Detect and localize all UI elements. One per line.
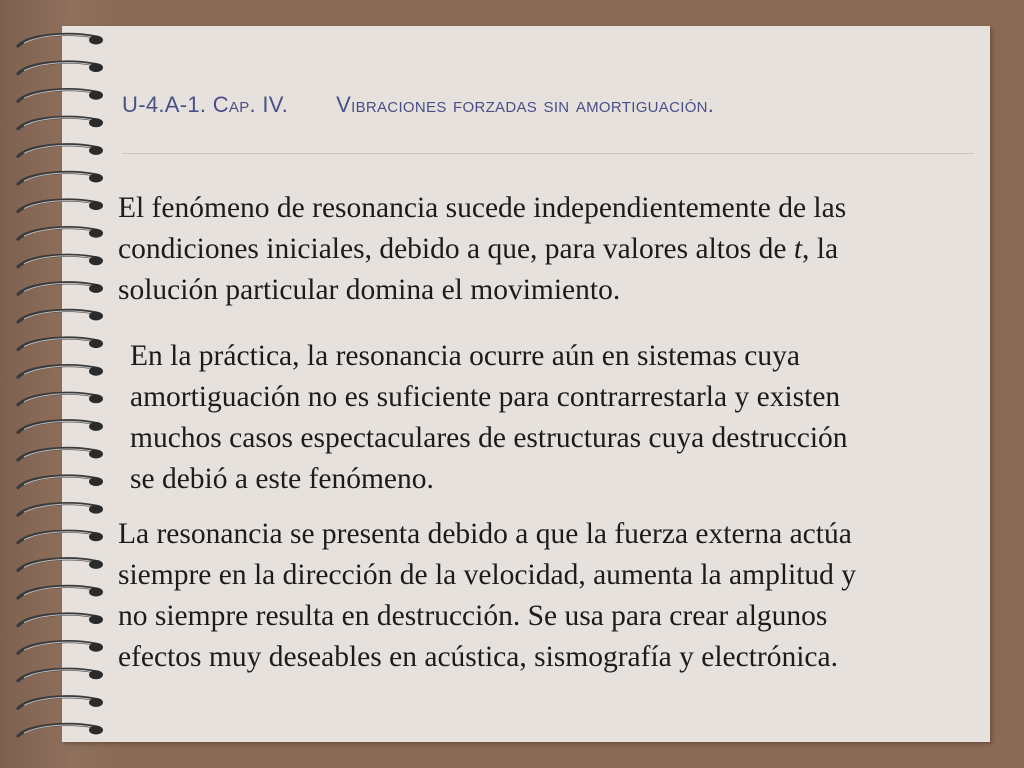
text-line: siempre en la dirección de la velocidad, aumenta la amplitud y: [118, 559, 857, 591]
binder-ring: [18, 559, 103, 571]
paragraph-resonance-practice: [130, 336, 980, 500]
paragraph-resonance-conditions: [118, 188, 978, 311]
section-code: U-4.A-1. Cap. IV.: [122, 92, 289, 117]
binder-ring: [18, 90, 103, 102]
variable-t: t: [793, 233, 803, 265]
binder-ring: [18, 338, 103, 350]
text-line: solución particular domina el movimiento.: [118, 274, 621, 306]
header-divider: [122, 153, 974, 154]
binder-ring: [18, 228, 103, 240]
paragraph-resonance-uses: [118, 514, 978, 678]
binder-ring: [18, 145, 103, 157]
binder-ring: [18, 366, 103, 378]
binder-ring: [18, 476, 103, 488]
binder-ring: [18, 200, 103, 212]
text-line: En la práctica, la resonancia ocurre aún en sistemas cuya: [130, 340, 800, 372]
text-fragment: condiciones iniciales, debido a que, para valores altos de: [118, 233, 794, 265]
text-line: muchos casos espectaculares de estructuras cuya destrucción: [130, 422, 848, 454]
binder-ring: [18, 448, 103, 460]
binder-ring: [18, 34, 103, 46]
spiral-binding: [0, 0, 120, 768]
text-line: [118, 229, 978, 270]
binder-ring: [18, 172, 103, 184]
text-line: El fenómeno de resonancia sucede independientemente de las: [118, 192, 847, 224]
binder-ring: [18, 310, 103, 322]
binder-ring: [18, 62, 103, 74]
binder-ring: [18, 669, 103, 681]
text-line: amortiguación no es suficiente para contrarrestarla y existen: [130, 381, 841, 413]
text-line: efectos muy deseables en acústica, sismografía y electrónica.: [118, 641, 838, 673]
binder-ring: [18, 504, 103, 516]
binder-ring: [18, 531, 103, 543]
text-fragment: , la: [802, 233, 839, 265]
slide-header: [122, 92, 982, 118]
binder-ring: [18, 393, 103, 405]
binder-ring: [18, 283, 103, 295]
binder-ring: [18, 724, 103, 736]
binder-ring: [18, 614, 103, 626]
binder-ring: [18, 642, 103, 654]
binder-ring: [18, 697, 103, 709]
text-line: no siempre resulta en destrucción. Se usa para crear algunos: [118, 600, 828, 632]
binder-ring: [18, 586, 103, 598]
slide-title: Vibraciones forzadas sin amortiguación.: [336, 92, 715, 117]
binder-ring: [18, 421, 103, 433]
binder-ring: [18, 255, 103, 267]
binder-ring: [18, 117, 103, 129]
text-line: se debió a este fenómeno.: [130, 463, 434, 495]
text-line: La resonancia se presenta debido a que la fuerza externa actúa: [118, 518, 852, 550]
